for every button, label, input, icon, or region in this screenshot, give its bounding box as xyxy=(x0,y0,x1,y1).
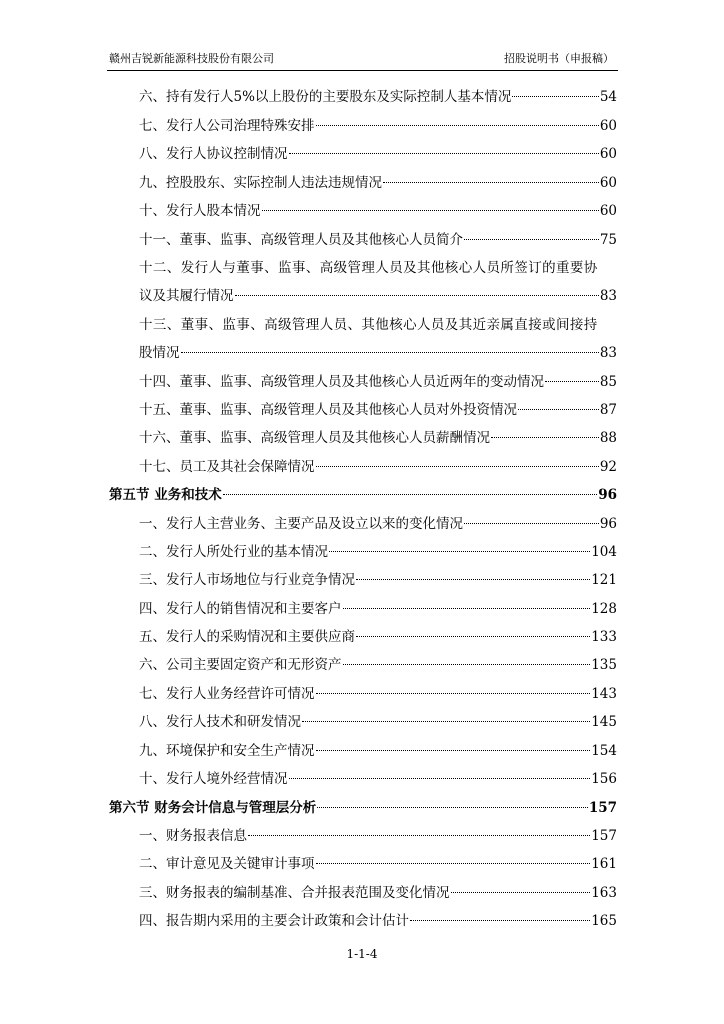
toc-leader-dots xyxy=(329,551,590,552)
toc-leader-dots xyxy=(316,466,599,467)
toc-leader-dots xyxy=(545,381,599,382)
toc-entry[interactable] xyxy=(139,685,617,703)
toc-entry[interactable] xyxy=(139,515,617,533)
header-document-title: 招股说明书（申报稿） xyxy=(504,52,614,65)
toc-leader-dots xyxy=(223,494,598,495)
page-number: 1-1-4 xyxy=(346,947,378,961)
toc-leader-dots xyxy=(356,579,590,580)
toc-entry-title: 十三、董事、监事、高级管理人员、其他核心人员及其近亲属直接或间接持 xyxy=(139,317,598,333)
toc-entry-title: 三、财务报表的编制基准、合并报表范围及变化情况 xyxy=(139,885,450,901)
toc-entry-page: 85 xyxy=(599,374,617,390)
toc-entry-page: 60 xyxy=(599,175,617,191)
toc-section-heading[interactable] xyxy=(109,799,617,817)
toc-entry-title: 四、发行人的销售情况和主要客户 xyxy=(139,601,342,617)
toc-entry[interactable] xyxy=(139,117,617,135)
toc-entry[interactable] xyxy=(139,600,617,618)
toc-leader-dots xyxy=(518,409,599,410)
toc-entry[interactable] xyxy=(139,316,617,334)
toc-entry[interactable] xyxy=(139,827,617,845)
toc-entry-page: 163 xyxy=(591,885,617,901)
toc-entry[interactable] xyxy=(139,259,617,277)
toc-leader-dots xyxy=(343,608,591,609)
toc-entry-page: 135 xyxy=(591,657,617,673)
toc-entry[interactable] xyxy=(139,855,617,873)
toc-entry[interactable] xyxy=(139,770,617,788)
toc-leader-dots xyxy=(343,664,591,665)
toc-leader-dots xyxy=(316,125,599,126)
toc-entry[interactable] xyxy=(139,174,617,192)
toc-entry-title: 五、发行人的采购情况和主要供应商 xyxy=(139,629,355,645)
toc-leader-dots xyxy=(464,239,599,240)
toc-entry-title: 六、持有发行人5%以上股份的主要股东及实际控制人基本情况 xyxy=(139,89,512,105)
toc-leader-dots xyxy=(181,352,599,353)
toc-entry-continuation[interactable] xyxy=(139,344,617,362)
toc-entry-title: 一、财务报表信息 xyxy=(139,828,247,844)
toc-entry-title: 八、发行人协议控制情况 xyxy=(139,146,288,162)
toc-leader-dots xyxy=(316,750,591,751)
toc-leader-dots xyxy=(410,920,590,921)
toc-leader-dots xyxy=(512,96,598,97)
page-header xyxy=(107,50,618,71)
toc-entry[interactable] xyxy=(139,543,617,561)
toc-entry[interactable] xyxy=(139,401,617,419)
toc-leader-dots xyxy=(317,807,588,808)
toc-entry-page: 92 xyxy=(599,459,617,475)
toc-entry-page: 60 xyxy=(599,203,617,219)
toc-entry-title: 四、报告期内采用的主要会计政策和会计估计 xyxy=(139,913,409,929)
toc-entry[interactable] xyxy=(139,373,617,391)
toc-entry-title: 十六、董事、监事、高级管理人员及其他核心人员薪酬情况 xyxy=(139,430,490,446)
toc-entry-page: 87 xyxy=(599,402,617,418)
toc-entry-page: 96 xyxy=(599,516,617,532)
toc-entry-continuation[interactable] xyxy=(139,287,617,305)
toc-leader-dots xyxy=(464,523,599,524)
toc-entry-title: 九、控股股东、实际控制人违法违规情况 xyxy=(139,175,382,191)
toc-entry[interactable] xyxy=(139,145,617,163)
toc-entry-title: 六、公司主要固定资产和无形资产 xyxy=(139,657,342,673)
toc-leader-dots xyxy=(235,295,599,296)
toc-entry[interactable] xyxy=(139,202,617,220)
toc-entry-title: 八、发行人技术和研发情况 xyxy=(139,714,301,730)
toc-leader-dots xyxy=(289,153,599,154)
toc-entry-page: 156 xyxy=(591,771,617,787)
toc-entry[interactable] xyxy=(139,429,617,447)
toc-leader-dots xyxy=(451,892,591,893)
toc-entry-title: 二、审计意见及关键审计事项 xyxy=(139,856,315,872)
toc-section-page: 157 xyxy=(588,800,617,816)
toc-entry-page: 133 xyxy=(591,629,617,645)
toc-leader-dots xyxy=(262,210,599,211)
toc-entry-page: 121 xyxy=(591,572,617,588)
toc-entry-page: 104 xyxy=(591,544,617,560)
toc-entry-page: 83 xyxy=(599,288,617,304)
toc-entry[interactable] xyxy=(139,713,617,731)
toc-entry-page: 154 xyxy=(591,743,617,759)
toc-entry-title: 二、发行人所处行业的基本情况 xyxy=(139,544,328,560)
toc-entry-title: 议及其履行情况 xyxy=(139,288,234,304)
toc-entry-page: 83 xyxy=(599,345,617,361)
toc-section-title: 第五节 业务和技术 xyxy=(109,487,222,503)
toc-leader-dots xyxy=(383,182,599,183)
toc-entry-page: 165 xyxy=(591,913,617,929)
toc-entry-page: 54 xyxy=(599,89,617,105)
toc-entry-page: 161 xyxy=(591,856,617,872)
toc-entry-title: 一、发行人主营业务、主要产品及设立以来的变化情况 xyxy=(139,516,463,532)
toc-entry[interactable] xyxy=(139,742,617,760)
toc-entry-page: 60 xyxy=(599,118,617,134)
toc-entry-title: 十七、员工及其社会保障情况 xyxy=(139,459,315,475)
toc-section-heading[interactable] xyxy=(109,486,617,504)
toc-entry[interactable] xyxy=(139,231,617,249)
toc-entry-title: 三、发行人市场地位与行业竞争情况 xyxy=(139,572,355,588)
toc-entry-title: 十、发行人境外经营情况 xyxy=(139,771,288,787)
toc-section-title: 第六节 财务会计信息与管理层分析 xyxy=(109,800,317,816)
toc-entry-title: 股情况 xyxy=(139,345,180,361)
header-company-name: 赣州吉锐新能源科技股份有限公司 xyxy=(109,52,274,65)
toc-entry[interactable] xyxy=(139,571,617,589)
toc-leader-dots xyxy=(316,693,591,694)
toc-entry-page: 88 xyxy=(599,430,617,446)
toc-entry-title: 十一、董事、监事、高级管理人员及其他核心人员简介 xyxy=(139,232,463,248)
toc-entry-title: 十、发行人股本情况 xyxy=(139,203,261,219)
toc-leader-dots xyxy=(302,721,590,722)
toc-entry-page: 75 xyxy=(599,232,617,248)
toc-entry[interactable] xyxy=(139,884,617,902)
toc-entry[interactable] xyxy=(139,628,617,646)
toc-leader-dots xyxy=(491,437,599,438)
toc-leader-dots xyxy=(248,835,590,836)
toc-entry[interactable] xyxy=(139,656,617,674)
toc-entry-title: 十四、董事、监事、高级管理人员及其他核心人员近两年的变动情况 xyxy=(139,374,544,390)
toc-entry-page: 60 xyxy=(599,146,617,162)
toc-entry[interactable] xyxy=(139,912,617,930)
toc-entry-title: 七、发行人公司治理特殊安排 xyxy=(139,118,315,134)
toc-entry-title: 十二、发行人与董事、监事、高级管理人员及其他核心人员所签订的重要协 xyxy=(139,260,598,276)
toc-entry-page: 157 xyxy=(591,828,617,844)
toc-entry[interactable] xyxy=(139,88,617,106)
toc-leader-dots xyxy=(289,778,591,779)
toc-leader-dots xyxy=(316,863,591,864)
toc-entry-title: 十五、董事、监事、高级管理人员及其他核心人员对外投资情况 xyxy=(139,402,517,418)
toc-entry-page: 128 xyxy=(591,601,617,617)
toc-leader-dots xyxy=(356,636,590,637)
toc-entry-title: 九、环境保护和安全生产情况 xyxy=(139,743,315,759)
toc-entry-page: 143 xyxy=(591,686,617,702)
toc-entry-title: 七、发行人业务经营许可情况 xyxy=(139,686,315,702)
toc-section-page: 96 xyxy=(598,487,617,503)
toc-entry[interactable] xyxy=(139,458,617,476)
toc-entry-page: 145 xyxy=(591,714,617,730)
